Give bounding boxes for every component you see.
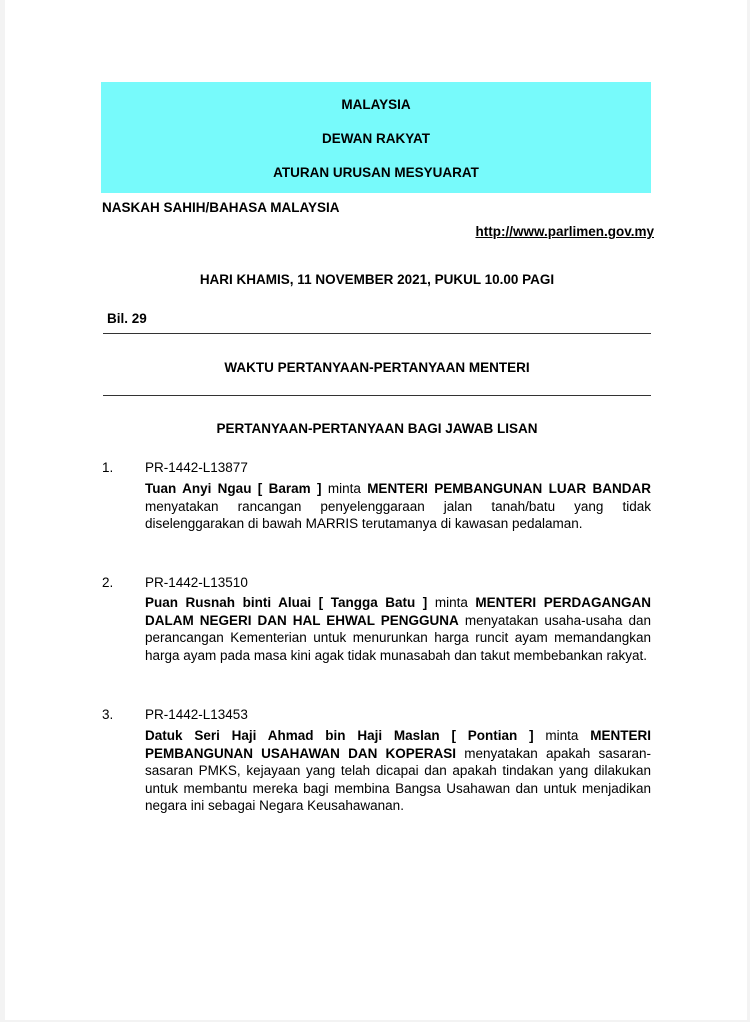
question-code: PR-1442-L13877	[145, 460, 248, 475]
question-asker: Datuk Seri Haji Ahmad bin Haji Maslan [ Pontian ]	[145, 728, 534, 743]
question-body	[145, 594, 651, 664]
question-minta: minta	[434, 595, 468, 610]
question-body	[145, 480, 651, 533]
question-number: 1.	[102, 460, 114, 475]
header-house: DEWAN RAKYAT	[321, 131, 430, 146]
parliament-link[interactable]: http://www.parlimen.gov.my	[475, 224, 654, 239]
question-number: 2.	[102, 575, 114, 590]
sitting-date: HARI KHAMIS, 11 NOVEMBER 2021, PUKUL 10.00 PAGI	[199, 272, 555, 287]
question-text: menyatakan usaha-usaha dan perancangan Kementerian untuk menurunkan harga runcit ayam memandangkan harga ayam pada masa kini agak tidak munasabah dan takut membebankan rakyat.	[145, 612, 651, 663]
header-banner	[101, 82, 651, 193]
naskah-label: NASKAH SAHIH/BAHASA MALAYSIA	[102, 200, 340, 215]
question-minister: MENTERI PEMBANGUNAN LUAR BANDAR	[367, 481, 651, 496]
question-minta: minta	[545, 728, 579, 743]
question-text: menyatakan apakah sasaran-sasaran PMKS, kejayaan yang telah dicapai dan apakah tindakan yang dilakukan untuk membantu mereka bagi membina Bangsa Usahawan dan untuk menjadikan negara ini sebagai Negara Keusahawanan.	[145, 745, 651, 813]
divider	[103, 395, 651, 396]
question-minister: MENTERI PEMBANGUNAN USAHAWAN DAN KOPERASI	[145, 728, 651, 761]
question-text: menyatakan rancangan penyelenggaraan jalan tanah/batu yang tidak diselenggarakan di bawah MARRIS terutamanya di kawasan pedalaman.	[145, 498, 651, 531]
question-body	[145, 727, 651, 815]
question-number: 3.	[102, 707, 114, 722]
section-title: WAKTU PERTANYAAN-PERTANYAAN MENTERI	[224, 360, 530, 375]
question-asker: Puan Rusnah binti Aluai [ Tangga Batu ]	[145, 595, 428, 610]
header-country: MALAYSIA	[341, 97, 411, 112]
question-code: PR-1442-L13510	[145, 575, 248, 590]
question-minister: MENTERI PERDAGANGAN DALAM NEGERI DAN HAL EHWAL PENGGUNA	[145, 595, 651, 628]
question-minta: minta	[327, 481, 361, 496]
divider	[103, 333, 651, 334]
bil-number: Bil. 29	[107, 311, 147, 326]
subsection-title: PERTANYAAN-PERTANYAAN BAGI JAWAB LISAN	[216, 421, 538, 436]
question-asker: Tuan Anyi Ngau [ Baram ]	[145, 481, 322, 496]
header-doc-title: ATURAN URUSAN MESYUARAT	[273, 165, 479, 180]
question-code: PR-1442-L13453	[145, 707, 248, 722]
